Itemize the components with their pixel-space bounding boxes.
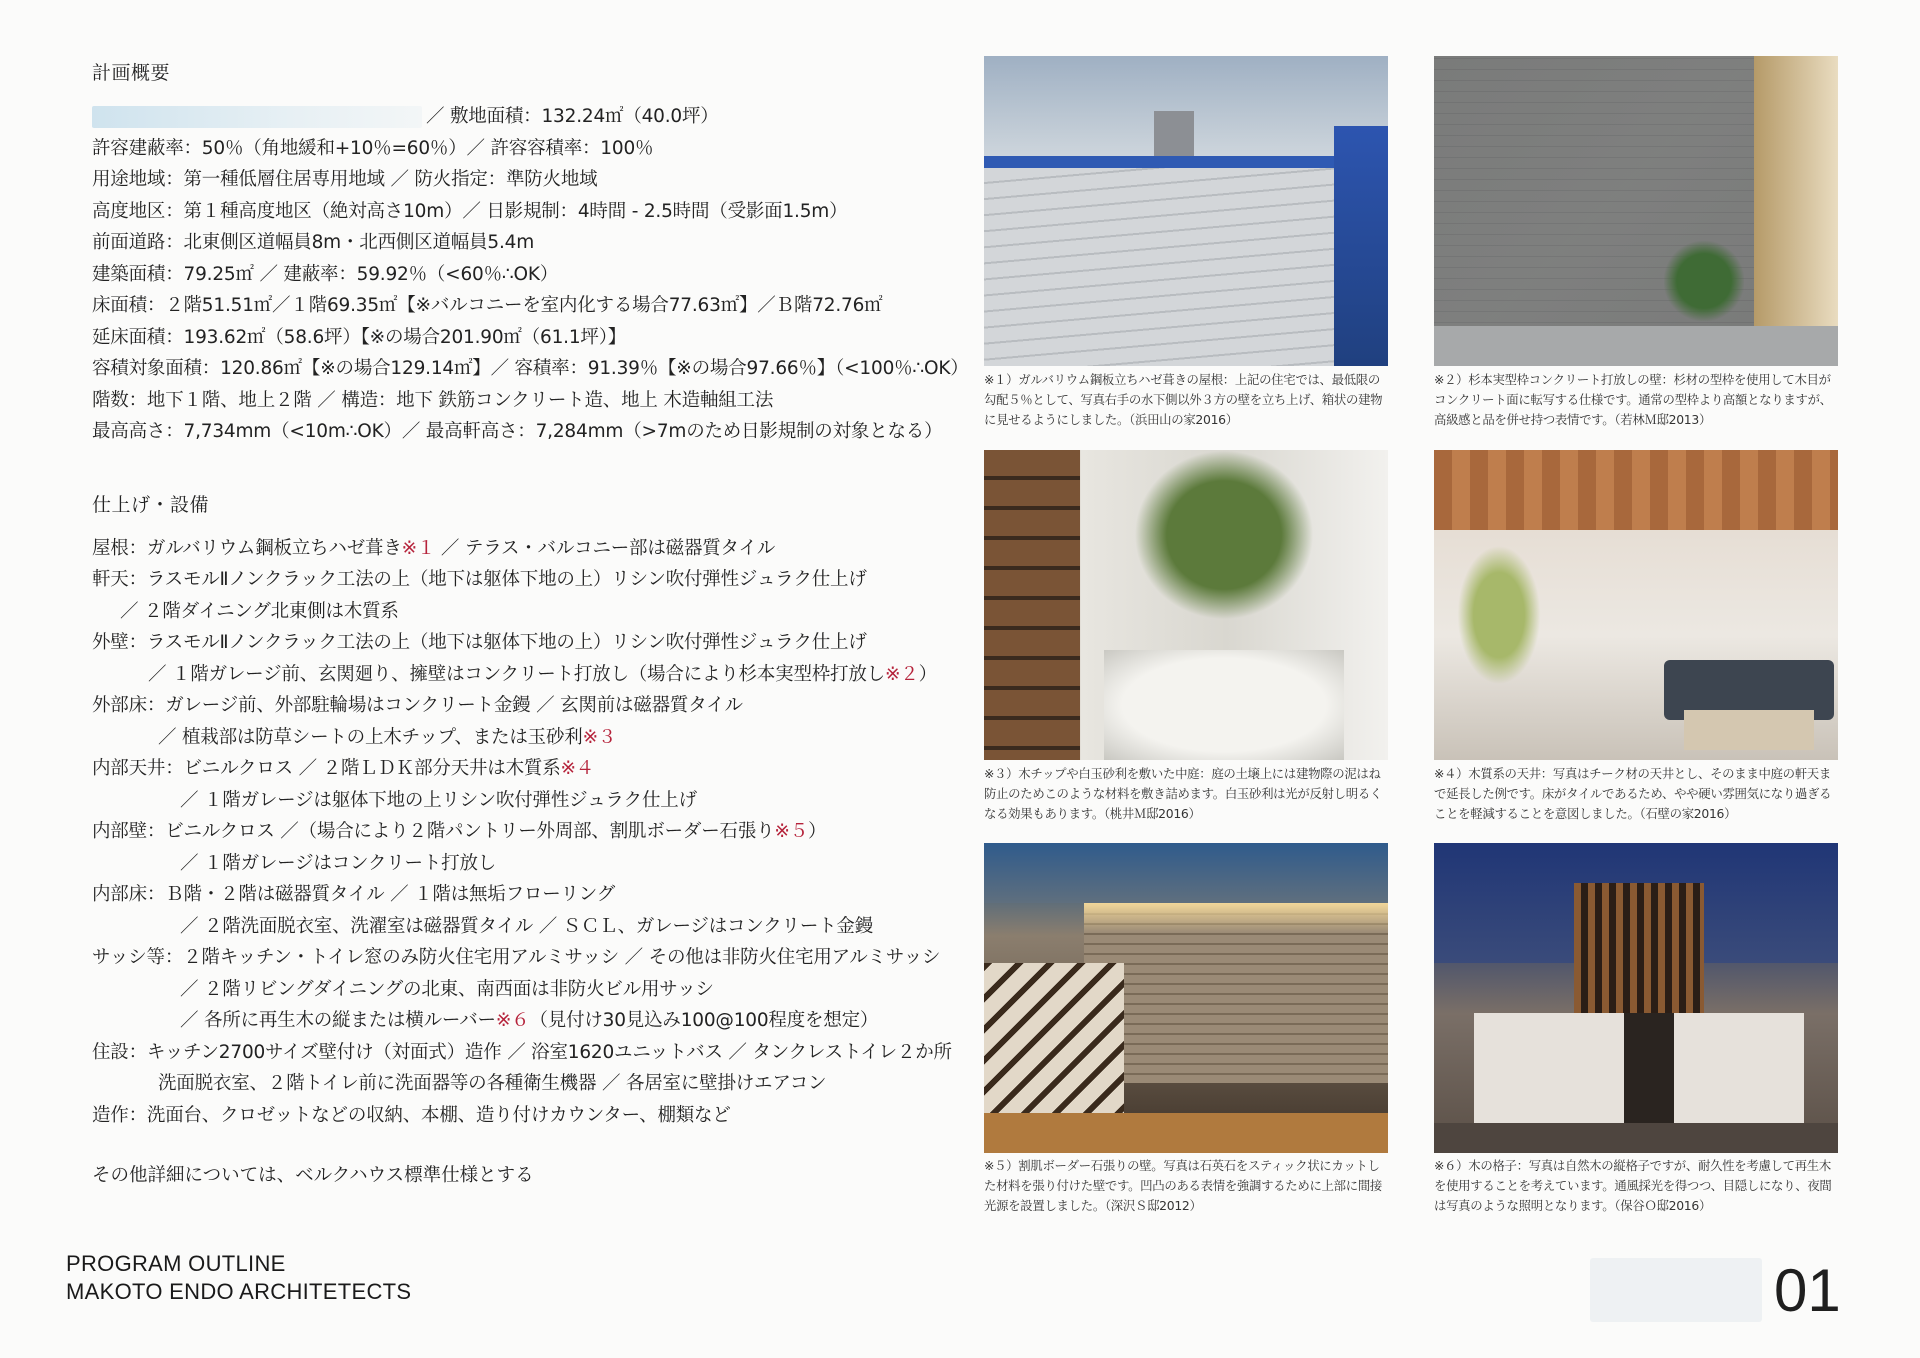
text-column <box>92 58 972 1187</box>
other-details-note: その他詳細については、ベルクハウス標準仕様とする <box>92 1165 534 1186</box>
note-ref-4: ※４ <box>560 758 595 779</box>
faded-logo-stamp <box>1590 1258 1762 1322</box>
caption-1: ※１）ガルバリウム鋼板立ちハゼ葺きの屋根：上記の住宅では、最低限の勾配５％として、写真右手の水下側以外３方の壁を立ち上げ、箱状の建物に見せるようにしました。（浜田山の家2016） <box>984 372 1383 427</box>
finish-line-roof: 屋根：ガルバリウム鋼板立ちハゼ葺き※１ ／ テラス・バルコニー部は磁器質タイル <box>92 537 776 559</box>
finish-line-equipment-2: 洗面脱衣室、２階トイレ前に洗面器等の各種衛生機器 ／ 各居室に壁掛けエアコン <box>158 1073 827 1094</box>
photo-wood-lattice <box>1434 843 1838 1153</box>
brand-program-outline: PROGRAM OUTLINE <box>66 1251 286 1276</box>
plan-line-volume-area: 容積対象面積：120.86㎡【※の場合129.14㎡】／ 容積率：91.39％【※の場合97.66％】（<100％∴OK） <box>92 358 969 379</box>
caption-5: ※５）割肌ボーダー石張りの壁。写真は石英石をスティック状にカットした材料を張り付けた壁です。凹凸のある表情を強調するために上部に間接光源を設置しました。（深沢Ｓ邸2012） <box>984 1158 1382 1213</box>
finish-line-equipment: 住設：キッチン2700サイズ壁付け（対面式）造作 ／ 浴室1620ユニットバス ／ タンクレストイレ２か所 <box>92 1041 952 1063</box>
note-ref-1: ※１ <box>401 537 436 559</box>
finish-line-sash-3: ／ 各所に再生木の縦または横ルーバー※６（見付け30見込み100@100程度を想定） <box>180 1010 879 1031</box>
note-ref-2: ※２ <box>884 663 919 685</box>
finish-line-interior-floor-2: ／ ２階洗面脱衣室、洗濯室は磁器質タイル ／ ＳＣＬ、ガレージはコンクリート金鏝 <box>180 915 874 937</box>
plan-line-road: 前面道路：北東側区道幅員8m・北西側区道幅員5.4m <box>92 232 535 253</box>
plan-line-coverage: 許容建蔽率：50％（角地緩和+10％=60％）／ 許容容積率：100％ <box>92 137 654 159</box>
plan-line-max-height: 最高高さ：7,734mm（<10m∴OK）／ 最高軒高さ：7,284mm（>7mのため日影規制の対象となる） <box>92 421 943 442</box>
finish-line-fixtures: 造作：洗面台、クロゼットなどの収納、本棚、造り付けカウンター、棚類など <box>92 1104 731 1126</box>
plan-line-total-floor-area: 延床面積：193.62㎡（58.6坪）【※の場合201.90㎡（61.1坪）】 <box>92 326 627 348</box>
finish-line-exterior-floor-2: ／ 植栽部は防草シートの上木チップ、または玉砂利※３ <box>158 726 617 748</box>
plan-line-floors: 階数：地下１階、地上２階 ／ 構造：地下 鉄筋コンクリート造、地上 木造軸組工法 <box>92 389 774 411</box>
finish-line-ceiling: 内部天井：ビニルクロス ／ ２階ＬＤＫ部分天井は木質系※４ <box>92 758 595 779</box>
finish-line-soffit-2: ／ ２階ダイニング北東側は木質系 <box>120 600 399 622</box>
caption-6: ※６）木の格子：写真は自然木の縦格子ですが、耐久性を考慮して再生木を使用することを考えています。通風採光を得つつ、目隠しになり、夜間は写真のような照明となります。（保谷Ｏ邸2016） <box>1434 1158 1832 1213</box>
plan-line-floor-area: 床面積：２階51.51㎡／１階69.35㎡【※バルコニーを室内化する場合77.63㎡】／Ｂ階72.76㎡ <box>92 295 883 316</box>
page-number: 01 <box>1774 1257 1841 1324</box>
brand-block <box>66 1250 411 1306</box>
redacted-address-strip <box>92 106 422 128</box>
plan-line-zoning: 用途地域：第一種低層住居専用地域 ／ 防火指定：準防火地域 <box>92 169 598 190</box>
finish-line-sash-2: ／ ２階リビングダイニングの北東、南西面は非防火ビル用サッシ <box>180 978 714 1000</box>
photo-galvalume-roof <box>984 56 1388 366</box>
plan-line-height-district: 高度地区：第１種高度地区（絶対高さ10m）／ 日影規制：4時間 - 2.5時間（受影面1.5m） <box>92 200 848 222</box>
note-ref-6: ※６ <box>495 1010 530 1031</box>
finish-line-interior-wall-2: ／ １階ガレージはコンクリート打放し <box>180 852 497 874</box>
finish-line-exterior-floor: 外部床：ガレージ前、外部駐輪場はコンクリート金鏝 ／ 玄関前は磁器質タイル <box>92 695 743 716</box>
photo-wood-ceiling <box>1434 450 1838 760</box>
photo-courtyard-gravel <box>984 450 1388 760</box>
caption-4: ※４）木質系の天井：写真はチーク材の天井とし、そのまま中庭の軒天まで延長した例です。床がタイルであるため、やや硬い雰囲気になり過ぎることを軽減することを意図しました。（石壁の家2016） <box>1434 766 1832 821</box>
plan-line-building-area: 建築面積：79.25㎡ ／ 建蔽率：59.92％（<60％∴OK） <box>92 263 559 285</box>
photo-split-stone-wall <box>984 843 1388 1153</box>
caption-2: ※２）杉本実型枠コンクリート打放しの壁：杉材の型枠を使用して木目がコンクリート面に転写する仕様です。通常の型枠より高額となりますが、高級感と品を併せ持つ表情です。（若林Ｍ邸2013） <box>1434 372 1832 427</box>
finish-title: 仕上げ・設備 <box>92 493 210 516</box>
plan-line-site-area: ／ 敷地面積：132.24㎡（40.0坪） <box>92 101 972 133</box>
brand-architect-name: MAKOTO ENDO ARCHITETECTS <box>66 1279 412 1304</box>
finish-line-sash: サッシ等：２階キッチン・トイレ窓のみ防火住宅用アルミサッシ ／ その他は非防火住宅用アルミサッシ <box>92 947 941 968</box>
finish-line-exterior-wall-2: ／ １階ガレージ前、玄関廻り、擁壁はコンクリート打放し（場合により杉本実型枠打放し※２） <box>148 663 937 685</box>
finish-line-interior-wall: 内部壁：ビニルクロス ／（場合により２階パントリー外周部、割肌ボーダー石張り※５） <box>92 821 827 842</box>
finish-line-exterior-wall: 外壁：ラスモルⅡノンクラック工法の上（地下は躯体下地の上）リシン吹付弾性ジュラク仕上げ <box>92 632 867 653</box>
note-ref-3: ※３ <box>582 726 617 748</box>
caption-3: ※３）木チップや白玉砂利を敷いた中庭：庭の土壌上には建物際の泥はね防止のためこのような材料を敷き詰めます。白玉砂利は光が反射し明るくなる効果もあります。（桃井Ｍ邸2016） <box>984 766 1382 821</box>
finish-line-interior-floor: 内部床：Ｂ階・２階は磁器質タイル ／ １階は無垢フローリング <box>92 884 616 905</box>
photo-cedar-formwork-wall <box>1434 56 1838 366</box>
finish-line-soffit: 軒天：ラスモルⅡノンクラック工法の上（地下は躯体下地の上）リシン吹付弾性ジュラク仕上げ <box>92 569 867 590</box>
note-ref-5: ※５ <box>774 821 809 842</box>
finish-line-ceiling-2: ／ １階ガレージは躯体下地の上リシン吹付弾性ジュラク仕上げ <box>180 789 697 811</box>
plan-outline-title: 計画概要 <box>92 62 171 84</box>
